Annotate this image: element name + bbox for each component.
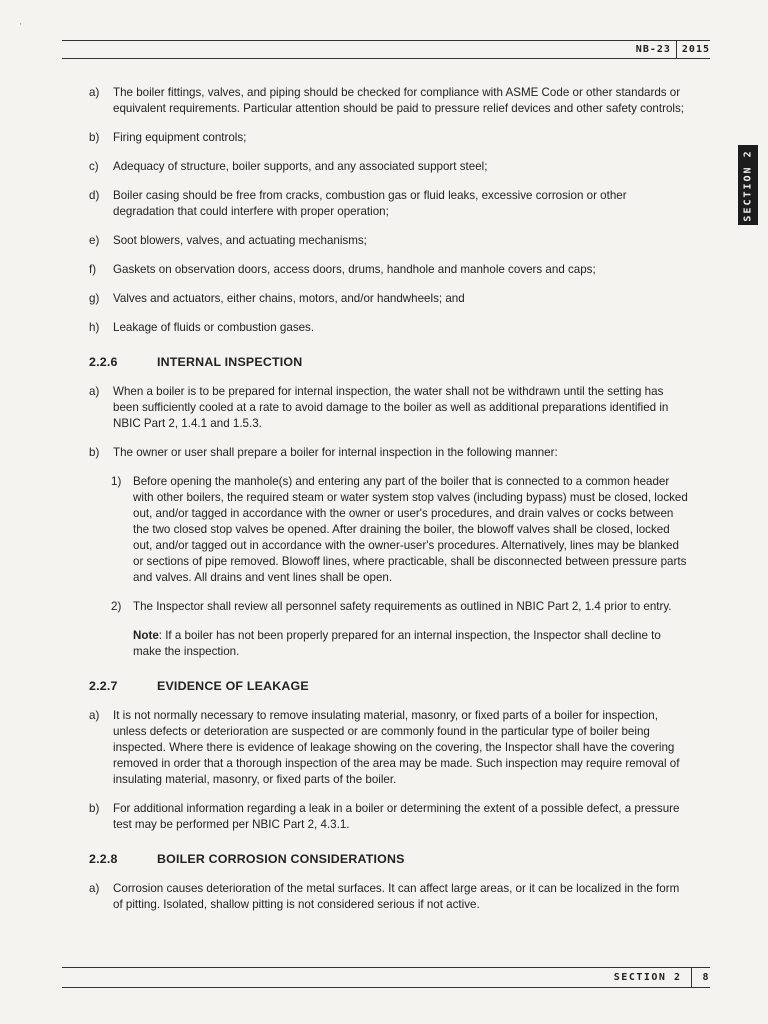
header-divider [676, 40, 677, 58]
footer-section: SECTION 2 [613, 971, 682, 983]
list-item: a) The boiler fittings, valves, and piping should be checked for compliance with ASME Code or other standards or equivalent requirements. Particular attention should be paid to pressure relief devices and other safety controls; [89, 86, 684, 115]
note-text: : If a boiler has not been properly prepared for an internal inspection, the Inspector shall decline to make the inspection. [133, 629, 661, 658]
list-item: b) For additional information regarding a leak in a boiler or determining the extent of a possible defect, a pressure test may be performed per NBIC Part 2, 4.3.1. [89, 802, 680, 831]
page-body [89, 85, 689, 913]
header-rule-bottom [62, 58, 710, 59]
list-item: c) Adequacy of structure, boiler supports, and any associated support steel; [89, 160, 488, 173]
list-item: g) Valves and actuators, either chains, motors, and/or handwheels; and [89, 292, 465, 305]
section-side-tab: SECTION 2 [738, 145, 758, 225]
section-heading-2-2-7: 2.2.7 EVIDENCE OF LEAKAGE [89, 679, 309, 693]
page-header [636, 40, 710, 58]
note-label: Note [133, 629, 159, 642]
list-item: e) Soot blowers, valves, and actuating mechanisms; [89, 234, 367, 247]
sub-list-item: 2) The Inspector shall review all personnel safety requirements as outlined in NBIC Part 2, 1.4 prior to entry. [111, 600, 672, 613]
list-item: a) It is not normally necessary to remove insulating material, masonry, or fixed parts of a boiler for inspection, unless defects or deterioration are suspected or are commonly found in the particular type of boiler being inspected. Where there is evidence of leakage showing on the covering, the Inspector shall have the covering removed in order that a thorough inspection of the area may be made. Such inspection may require removal of insulating material, masonry, or fixed parts of the boiler. [89, 709, 680, 786]
doc-code: NB-23 [635, 43, 671, 55]
page-footer [614, 967, 710, 987]
list-item: a) When a boiler is to be prepared for internal inspection, the water shall not be withdrawn until the setting has been sufficiently cooled at a rate to avoid damage to the boiler as well as additional preparations identified in NBIC Part 2, 1.4.1 and 1.5.3. [89, 385, 669, 430]
inspection-note [133, 628, 689, 660]
footer-rule-bottom [62, 987, 710, 988]
doc-year: 2015 [681, 43, 710, 55]
list-item: b) The owner or user shall prepare a boiler for internal inspection in the following manner: [89, 446, 558, 459]
footer-divider [691, 967, 692, 987]
section-heading-2-2-8: 2.2.8 BOILER CORROSION CONSIDERATIONS [89, 852, 405, 866]
page-number: 8 [702, 971, 710, 983]
list-item: b) Firing equipment controls; [89, 131, 247, 144]
list-item: h) Leakage of fluids or combustion gases. [89, 321, 315, 334]
list-item: a) Corrosion causes deterioration of the metal surfaces. It can affect large areas, or it can be localized in the form of pitting. Isolated, shallow pitting is not considered serious if not active. [89, 882, 680, 911]
scan-artifact: ' [20, 22, 22, 31]
header-rule-top [62, 40, 710, 41]
section-heading-2-2-6: 2.2.6 INTERNAL INSPECTION [89, 355, 303, 369]
list-item: d) Boiler casing should be free from cracks, combustion gas or fluid leaks, excessive corrosion or other degradation that could interfere with proper operation; [89, 189, 627, 218]
sub-list-item: 1) Before opening the manhole(s) and entering any part of the boiler that is connected to a common header with other boilers, the required steam or water system stop valves (including bypass) must be closed, locked out, and/or tagged in accordance with the owner or user's procedures, and drain valves or cocks between the two closed stop valves be opened. After draining the boiler, the blowoff valves shall be closed, locked out, and/or tagged out in accordance with the owner-user's procedures. Alternatively, lines may be blanked or sections of pipe removed. Blowoff lines, where practicable, shall be disconnected between pressure parts and valves. All drains and vent lines shall be open. [111, 475, 688, 584]
list-item: f) Gaskets on observation doors, access doors, drums, handhole and manhole covers and caps; [89, 263, 596, 276]
